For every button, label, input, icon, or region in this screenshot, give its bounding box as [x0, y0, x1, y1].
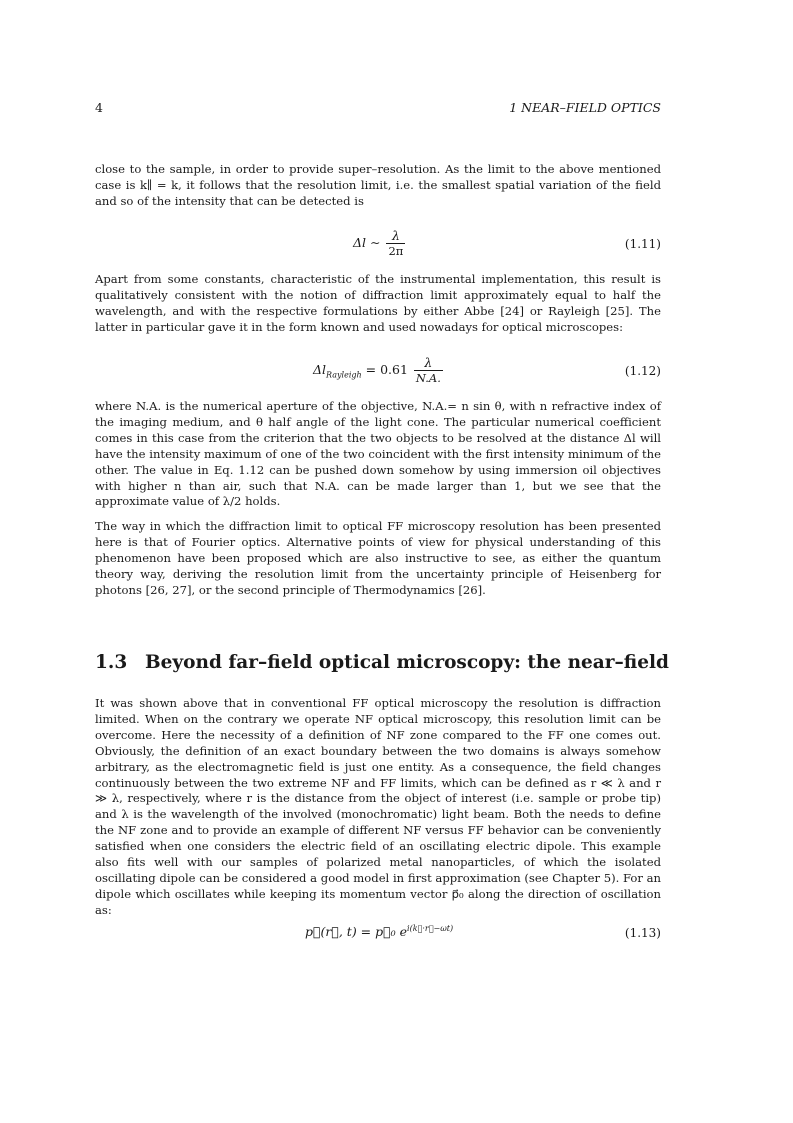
fraction-denominator: N.A.	[415, 371, 441, 385]
section-number: 1.3	[95, 652, 128, 673]
equation-number: (1.11)	[624, 237, 661, 251]
equation-body	[305, 924, 453, 939]
paragraph-2: Apart from some constants, characteristic of the instrumental implementation, this result is qualitatively consistent with the notion of diffraction limit approximately equal to half the wavelength, and with the respective formulations by either Abbe [24] or Rayleigh [25]. The latter in particular gave it in the form known and used nowadays for optical microscopes:	[95, 272, 661, 334]
equation-exponent: i(k⃗·r⃗−ωt)	[407, 924, 454, 933]
fraction-numerator: λ	[391, 228, 400, 243]
paragraph-3: where N.A. is the numerical aperture of the objective, N.A.= n sin θ, with n refractive index of the imaging medium, and θ half angle of the light cone. The particular numerical coefficient comes in this case from the criterion that the two objects to be resolved at the distance Δl will have the intensity maximum of one of the two coincident with the first intensity minimum of the other. The value in Eq. 1.12 can be pushed down somehow by using immersion oil objectives with higher n than air, such that N.A. can be made larger than 1, but we see that the approximate value of λ/2 holds.	[95, 399, 661, 509]
equation-1-12	[95, 355, 661, 389]
running-header	[95, 100, 661, 118]
paragraph-4: The way in which the diffraction limit to optical FF microscopy resolution has been presented here is that of Fourier optics. Alternative points of view for physical understanding of this phenomenon have been proposed which are also instructive to see, as either the quantum theory way, deriving the resolution limit from the uncertainty principle of Heisenberg for photons [26, 27], or the second principle of Thermodynamics [26].	[95, 519, 661, 597]
equation-number: (1.12)	[624, 364, 661, 378]
fraction	[386, 228, 405, 259]
running-title: 1 NEAR–FIELD OPTICS	[509, 100, 661, 115]
paragraph-5: It was shown above that in conventional FF optical microscopy the resolution is diffraction limited. When on the contrary we operate NF optical microscopy, this resolution limit can be overcome. Here the necessity of a definition of NF zone compared to the FF one comes out. Obviously, the definition of an exact boundary between the two domains is always somehow arbitrary, as the electromagnetic field is just one entity. As a consequence, the field changes continuously between the two extreme NF and FF limits, which can be defined as r ≪ λ and r ≫ λ, respectively, where r is the distance from the object of interest (i.e. sample or probe tip) and λ is the wavelength of the involved (monochromatic) light beam. Both the needs to define the NF zone and to provide an example of different NF versus FF behavior can be conveniently satisfied when one considers the electric field of an oscillating electric dipole. This example also fits well with our samples of polarized metal nanoparticles, of which the isolated oscillating dipole can be considered a good model in first approximation (see Chapter 5). For an dipole which oscillates while keeping its momentum vector p⃗₀ along the direction of oscillation as:	[95, 696, 661, 917]
page-number: 4	[95, 100, 103, 115]
fraction-numerator: λ	[424, 355, 433, 370]
equation-1-13	[95, 924, 661, 958]
equation-lhs: p⃗(r⃗, t) = p⃗₀ e	[305, 924, 408, 940]
equation-body	[353, 228, 407, 259]
equation-1-11	[95, 228, 661, 262]
equation-number: (1.13)	[624, 926, 661, 940]
equation-body	[313, 355, 445, 386]
paragraph-1: close to the sample, in order to provide super–resolution. As the limit to the above mentioned case is k∥ = k, it follows that the resolution limit, i.e. the smallest spatial variation of the field and so of the intensity that can be detected is	[95, 162, 661, 208]
equation-lhs-subscript: Rayleigh	[326, 370, 362, 380]
fraction	[414, 355, 443, 386]
equation-lhs-base: Δl	[313, 362, 327, 377]
section-heading	[95, 652, 669, 673]
equation-lhs: Δl ∼	[353, 235, 381, 250]
equation-equals: = 0.61	[365, 362, 408, 377]
fraction-denominator: 2π	[388, 244, 404, 258]
section-title: Beyond far–field optical microscopy: the near–field	[145, 652, 669, 673]
